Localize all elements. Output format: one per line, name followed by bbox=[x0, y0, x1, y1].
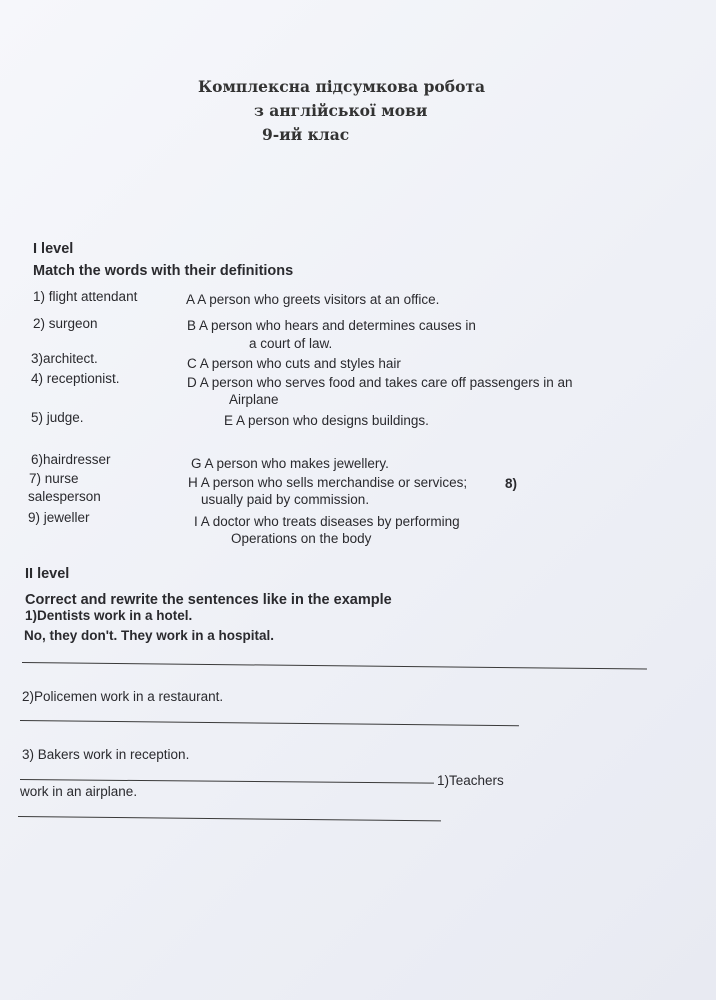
word-1: 1) flight attendant bbox=[33, 289, 138, 304]
word-2: 2) surgeon bbox=[33, 316, 98, 331]
definition-b-line-2: a court of law. bbox=[249, 336, 333, 351]
word-7: 7) nurse bbox=[29, 471, 79, 486]
definition-g: G A person who makes jewellery. bbox=[191, 456, 389, 471]
word-8-number: 8) bbox=[505, 476, 518, 491]
answer-line-3 bbox=[20, 779, 434, 784]
sentence-3: 3) Bakers work in reception. bbox=[22, 747, 190, 762]
title-line-2: з англійської мови bbox=[254, 101, 428, 120]
definition-d-line-1: D A person who serves food and takes care off passengers in an bbox=[187, 375, 573, 390]
word-5: 5) judge. bbox=[31, 410, 84, 425]
word-4: 4) receptionist. bbox=[31, 371, 120, 386]
definition-i-line-2: Operations on the body bbox=[231, 531, 372, 546]
level-1-label: I level bbox=[33, 241, 74, 257]
word-9: 9) jeweller bbox=[28, 510, 90, 525]
sentence-4-start: 1)Teachers bbox=[437, 773, 504, 788]
definition-b-line-1: B A person who hears and determines causes in bbox=[187, 318, 476, 333]
answer-line-4 bbox=[18, 816, 441, 821]
word-3: 3)architect. bbox=[31, 351, 98, 366]
example-answer: No, they don't. They work in a hospital. bbox=[24, 628, 274, 643]
definition-d-line-2: Airplane bbox=[229, 392, 279, 407]
answer-line-2 bbox=[20, 720, 519, 726]
title-line-3: 9-ий клас bbox=[262, 125, 350, 144]
level-1-instruction: Match the words with their definitions bbox=[33, 263, 294, 279]
level-2-label: II level bbox=[25, 566, 70, 582]
sentence-2: 2)Policemen work in a restaurant. bbox=[22, 689, 224, 704]
definition-h-line-1: H A person who sells merchandise or services; bbox=[188, 475, 468, 490]
level-2-instruction: Correct and rewrite the sentences like in the example bbox=[25, 592, 392, 608]
word-6: 6)hairdresser bbox=[31, 452, 111, 467]
definition-c: C A person who cuts and styles hair bbox=[187, 356, 401, 371]
definition-i-line-1: I A doctor who treats diseases by performing bbox=[194, 514, 460, 529]
answer-line-1 bbox=[22, 662, 647, 670]
sentence-4-end: work in an airplane. bbox=[20, 784, 138, 799]
definition-a: A A person who greets visitors at an office. bbox=[186, 292, 440, 307]
definition-e: E A person who designs buildings. bbox=[224, 413, 429, 428]
example-sentence: 1)Dentists work in a hotel. bbox=[25, 608, 193, 623]
definition-h-line-2: usually paid by commission. bbox=[201, 492, 370, 507]
title-line-1: Комплексна підсумкова робота bbox=[198, 77, 486, 96]
word-8: salesperson bbox=[28, 489, 101, 504]
